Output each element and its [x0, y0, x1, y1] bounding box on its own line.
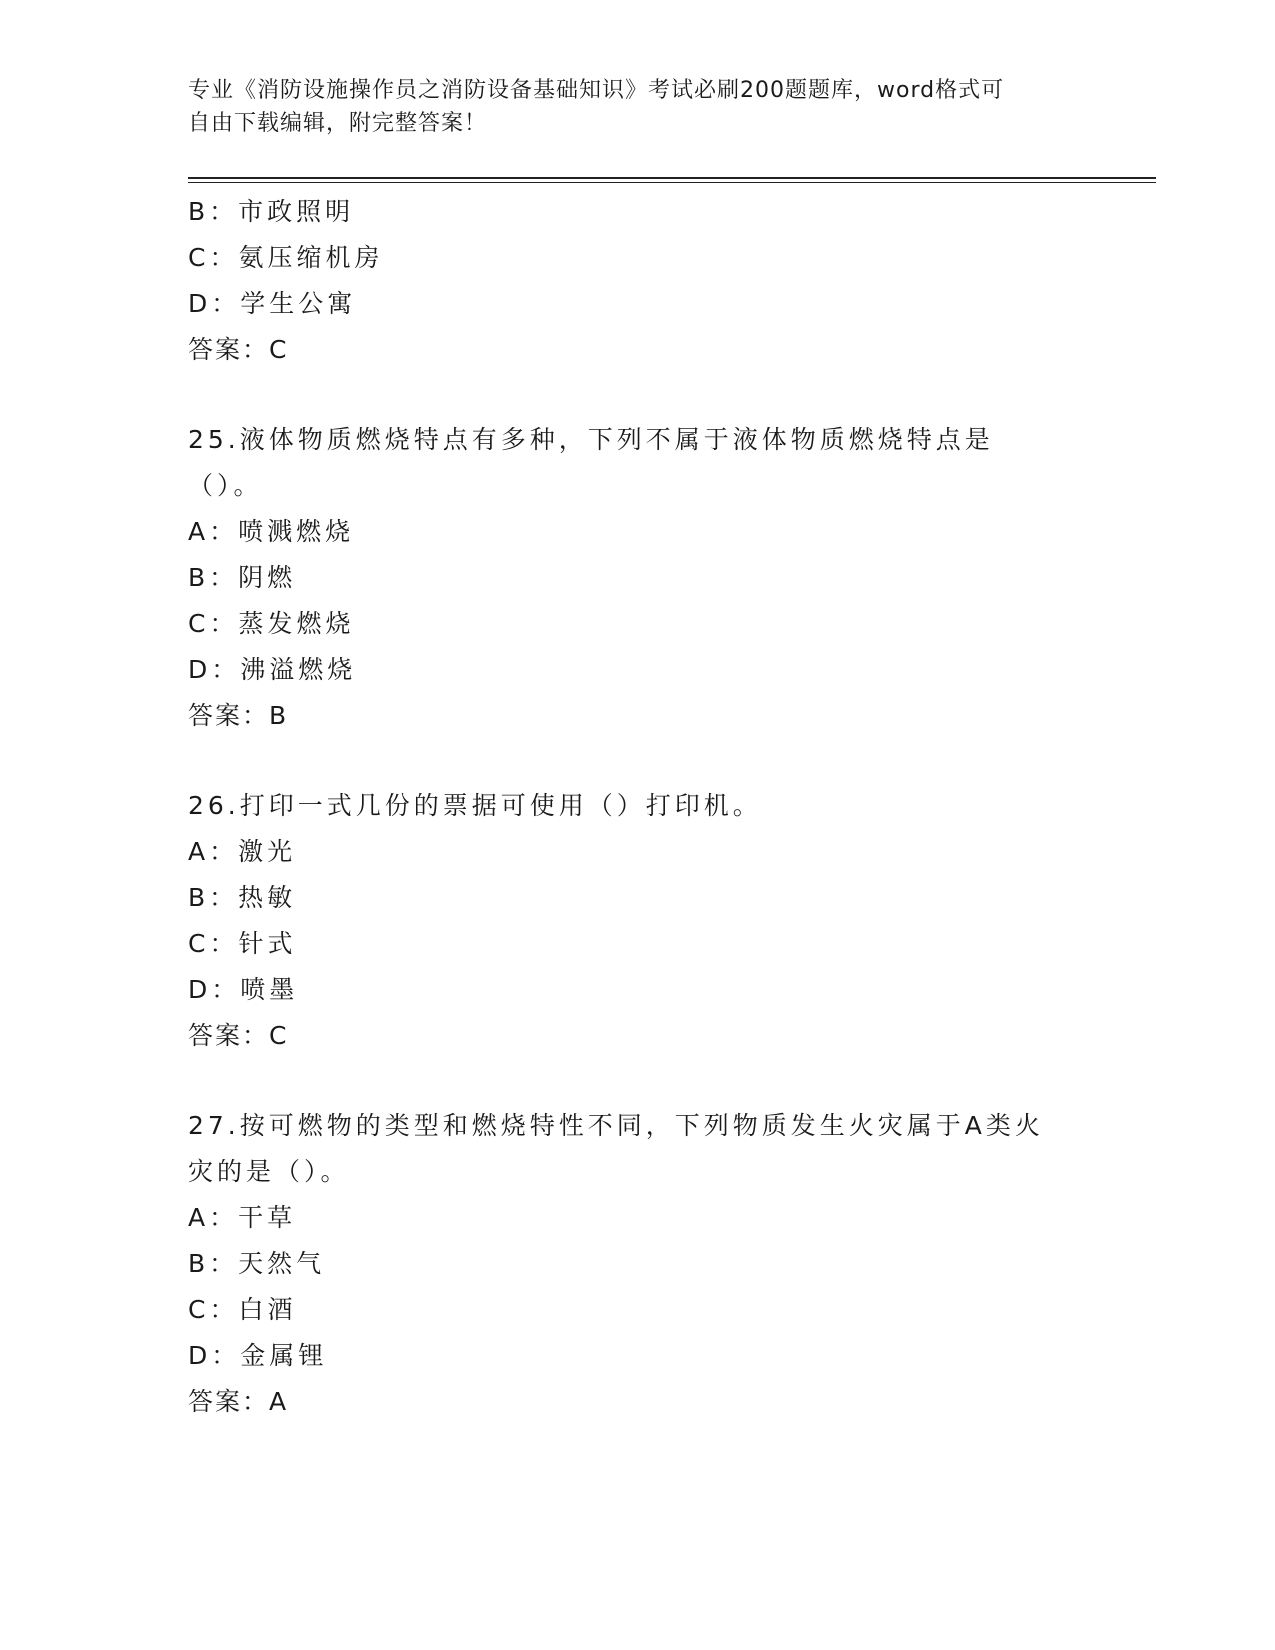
option-text: 喷溅燃烧: [238, 517, 355, 546]
answer-value: C: [269, 335, 289, 364]
answer-value: A: [269, 1387, 289, 1416]
question-stem: [188, 1103, 1068, 1195]
option-text: 激光: [238, 837, 297, 866]
option-letter: A：: [188, 1203, 239, 1232]
document-header: [188, 74, 1068, 140]
option-letter: D：: [188, 1341, 241, 1370]
option-c: [188, 235, 1088, 281]
option-letter: A：: [188, 837, 239, 866]
option-b: [188, 1241, 1088, 1287]
option-letter: B：: [188, 1249, 239, 1278]
question-text: 液体物质燃烧特点有多种，下列不属于液体物质燃烧特点是（）。: [188, 425, 994, 500]
question-text: 打印一式几份的票据可使用（）打印机。: [239, 791, 762, 820]
option-letter: C：: [188, 1295, 239, 1324]
option-d: [188, 1333, 1088, 1379]
option-letter: B：: [188, 883, 239, 912]
option-c: [188, 1287, 1088, 1333]
answer-value: C: [269, 1021, 289, 1050]
option-b: [188, 555, 1088, 601]
option-c: [188, 921, 1088, 967]
question-26: [188, 783, 1088, 1059]
answer-label: 答案：: [188, 1021, 270, 1050]
question-25: [188, 417, 1088, 739]
option-text: 白酒: [238, 1295, 297, 1324]
answer-line: [188, 1013, 1088, 1059]
option-letter: D：: [188, 655, 241, 684]
option-d: [188, 281, 1088, 327]
question-stem: [188, 783, 1068, 829]
header-line-2: 自由下载编辑，附完整答案！: [188, 111, 488, 136]
option-text: 学生公寓: [240, 289, 357, 318]
option-b: [188, 189, 1088, 235]
answer-value: B: [269, 701, 289, 730]
answer-label: 答案：: [188, 1387, 270, 1416]
option-letter: C：: [188, 243, 239, 272]
question-number: 25.: [188, 425, 240, 454]
answer-line: [188, 327, 1088, 373]
header-divider-thick: [188, 177, 1156, 179]
question-27: [188, 1103, 1088, 1425]
option-b: [188, 875, 1088, 921]
header-divider-thin: [188, 182, 1156, 183]
option-letter: B：: [188, 197, 239, 226]
option-text: 喷墨: [240, 975, 299, 1004]
option-letter: D：: [188, 975, 241, 1004]
answer-line: [188, 1379, 1088, 1425]
option-text: 金属锂: [240, 1341, 328, 1370]
option-text: 市政照明: [238, 197, 355, 226]
continued-question: [188, 189, 1088, 373]
option-d: [188, 647, 1088, 693]
option-letter: A：: [188, 517, 239, 546]
option-text: 蒸发燃烧: [238, 609, 355, 638]
option-a: [188, 509, 1088, 555]
question-number: 26.: [188, 791, 240, 820]
option-a: [188, 829, 1088, 875]
option-d: [188, 967, 1088, 1013]
option-text: 阴燃: [238, 563, 297, 592]
option-letter: B：: [188, 563, 239, 592]
header-line-1: 专业《消防设施操作员之消防设备基础知识》考试必刷200题题库，word格式可: [188, 78, 1005, 103]
option-text: 针式: [238, 929, 297, 958]
question-list: [188, 189, 1088, 1425]
option-text: 天然气: [238, 1249, 326, 1278]
question-number: 27.: [188, 1111, 240, 1140]
option-text: 沸溢燃烧: [240, 655, 357, 684]
option-letter: D：: [188, 289, 241, 318]
answer-line: [188, 693, 1088, 739]
option-letter: C：: [188, 929, 239, 958]
answer-label: 答案：: [188, 701, 270, 730]
option-letter: C：: [188, 609, 239, 638]
option-c: [188, 601, 1088, 647]
option-text: 热敏: [238, 883, 297, 912]
answer-label: 答案：: [188, 335, 270, 364]
question-stem: [188, 417, 1068, 509]
option-text: 氨压缩机房: [238, 243, 384, 272]
option-text: 干草: [238, 1203, 297, 1232]
option-a: [188, 1195, 1088, 1241]
question-text: 按可燃物的类型和燃烧特性不同，下列物质发生火灾属于A类火灾的是（）。: [188, 1111, 1044, 1186]
